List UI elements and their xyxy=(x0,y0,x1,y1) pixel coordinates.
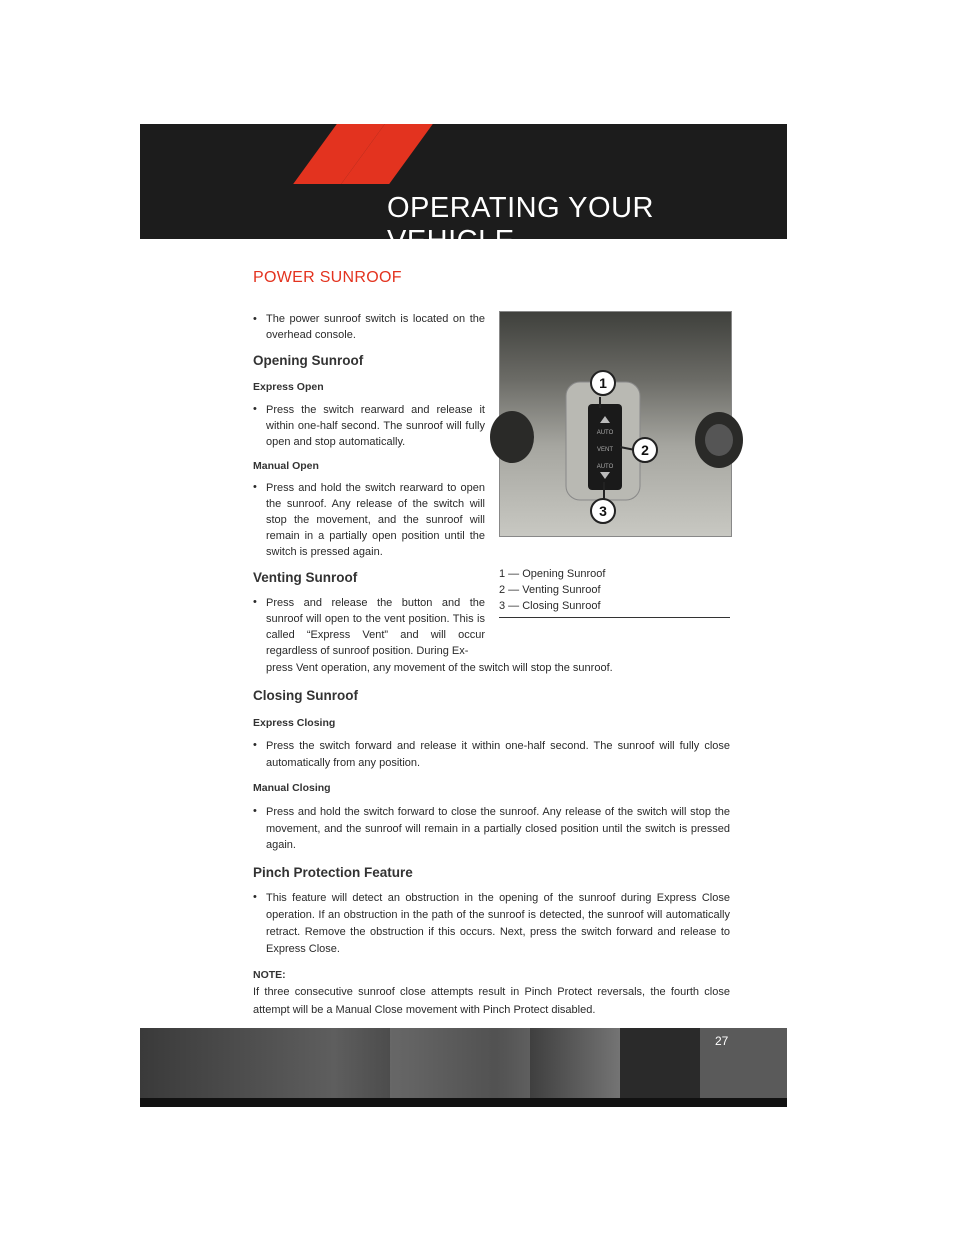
pinch-text: This feature will detect an obstruction in the opening of the sunroof during Express Close operation. If an obstruction in the path of the sunroof is detected, the sunroof will automatically retract. Remove the obstruction if this occurs. Next, press the switch forward and release to Express Close. xyxy=(266,892,730,955)
caption-divider xyxy=(499,617,730,618)
venting-text-b: press Vent operation, any movement of the switch will stop the sunroof. xyxy=(266,662,613,674)
switch-label-auto-top: AUTO xyxy=(596,430,614,436)
grille-texture xyxy=(700,1028,787,1107)
caption-3: 3 — Closing Sunroof xyxy=(499,600,601,612)
marker-3: 3 xyxy=(590,498,616,524)
bullet-marker: • xyxy=(253,481,257,493)
chapter-title: OPERATING YOUR VEHICLE xyxy=(387,192,654,257)
manual-closing-heading: Manual Closing xyxy=(253,782,331,794)
bullet-marker: • xyxy=(253,891,257,903)
pinch-heading: Pinch Protection Feature xyxy=(253,865,413,880)
note-text: If three consecutive sunroof close attempts result in Pinch Protect reversals, the fourth close attempt will be a Manual Close movement with Pinch Protect disabled. xyxy=(253,986,730,1016)
bullet-marker: • xyxy=(253,596,257,608)
express-closing-text: Press the switch forward and release it within one-half second. The sunroof will fully close automatically from any position. xyxy=(266,740,730,769)
venting-heading: Venting Sunroof xyxy=(253,570,358,585)
manual-open-text: Press and hold the switch rearward to open the sunroof. Any release of the switch will stop the movement, and the sunroof will remain in a partially open position until the switch is pressed again. xyxy=(266,482,485,558)
express-open-heading: Express Open xyxy=(253,381,324,393)
opening-heading: Opening Sunroof xyxy=(253,353,364,368)
section-title: POWER SUNROOF xyxy=(253,269,402,286)
switch-label-vent: VENT xyxy=(596,447,614,453)
chapter-header xyxy=(140,124,787,257)
note-label: NOTE: xyxy=(253,969,286,981)
closing-heading: Closing Sunroof xyxy=(253,688,358,703)
marker-1: 1 xyxy=(590,370,616,396)
overhead-console-illustration xyxy=(500,312,731,536)
marker-2: 2 xyxy=(632,437,658,463)
left-light-icon xyxy=(490,411,534,463)
page-number: 27 xyxy=(715,1034,729,1048)
manual-closing-text: Press and hold the switch forward to close the sunroof. Any release of the switch will stop the movement, and the sunroof will remain in a partially closed position until the switch is pressed again. xyxy=(266,806,730,851)
intro-text: The power sunroof switch is located on the overhead console. xyxy=(266,313,485,341)
manual-open-heading: Manual Open xyxy=(253,460,319,472)
switch-label-auto-bottom: AUTO xyxy=(596,464,614,470)
caption-1: 1 — Opening Sunroof xyxy=(499,568,606,580)
bullet-marker: • xyxy=(253,313,257,325)
footer-photo-band xyxy=(140,1028,787,1107)
bullet-marker: • xyxy=(253,403,257,415)
express-open-text: Press the switch rearward and release it within one-half second. The sunroof will fully open and stop automatically. xyxy=(266,404,485,448)
caption-2: 2 — Venting Sunroof xyxy=(499,584,601,596)
bullet-marker: • xyxy=(253,805,257,817)
sunroof-switch-photo xyxy=(499,311,732,537)
venting-text-a: Press and release the button and the sunroof will open to the vent position. This is called “Express Vent” and will occur regardless of sunroof position. During Ex- xyxy=(266,597,485,657)
bullet-marker: • xyxy=(253,739,257,751)
express-closing-heading: Express Closing xyxy=(253,717,336,729)
